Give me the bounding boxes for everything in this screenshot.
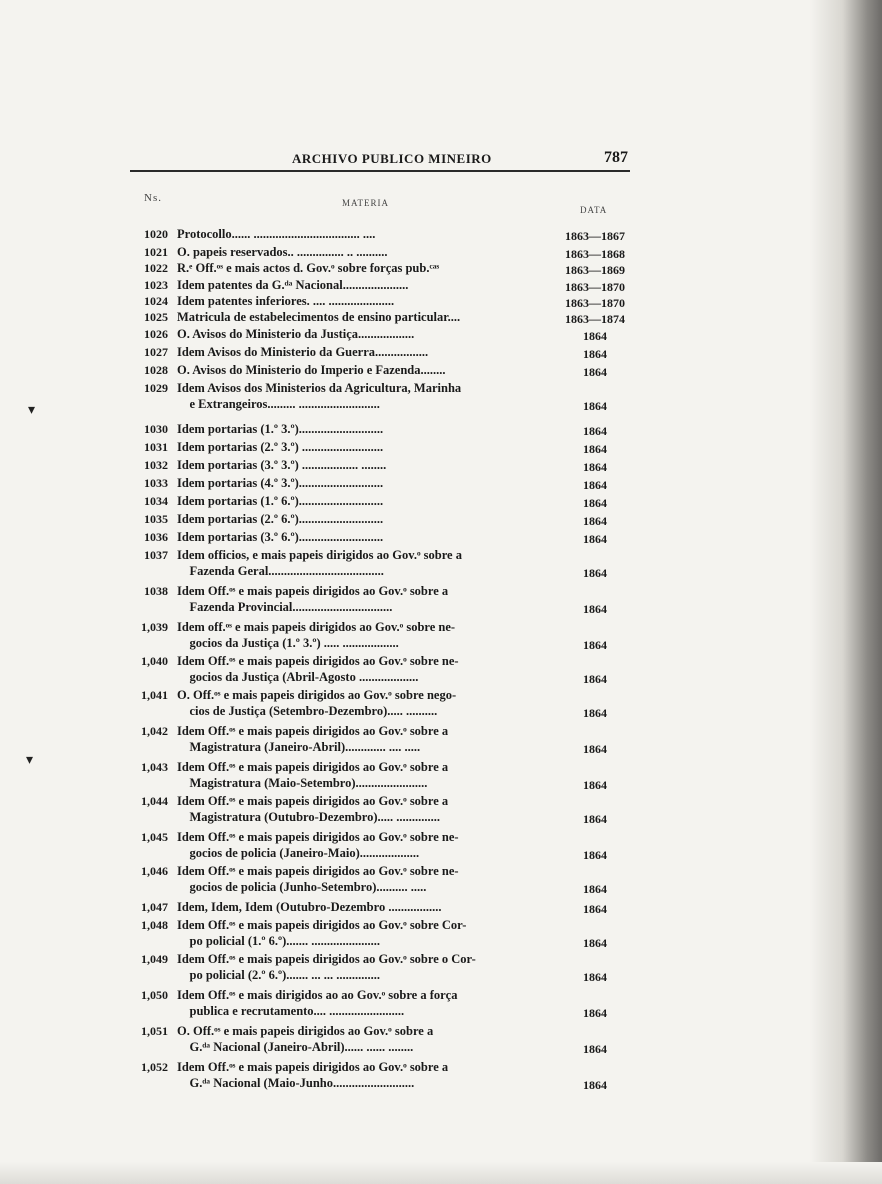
entry-date: 1863—1867: [565, 229, 625, 243]
entry-date: 1864: [583, 638, 607, 652]
entry-number: 1,044: [141, 794, 168, 808]
header-rule: [130, 170, 630, 172]
entry-subject: Idem portarias (3.º 3.º) .................. ........: [177, 458, 387, 472]
scan-edge-shadow: [810, 0, 882, 1184]
entry-date: 1864: [583, 706, 607, 720]
entry-date: 1863—1868: [565, 247, 625, 261]
entry-subject: Protocollo...... .................................. ....: [177, 227, 376, 241]
entry-number: 1027: [144, 345, 168, 359]
entry-number: 1032: [144, 458, 168, 472]
entry-number: 1021: [144, 245, 168, 259]
entry-date: 1864: [583, 532, 607, 546]
entry-date: 1864: [583, 365, 607, 379]
entry-number: 1024: [144, 294, 168, 308]
entry-subject: Idem Off.ᵒˢ e mais papeis dirigidos ao Gov.ᵒ sobre a Magistratura (Outubro-Dezembro)..... ..............: [177, 794, 449, 824]
entry-subject: Idem Off.ᵒˢ e mais papeis dirigidos ao Gov.ᵒ sobre o Cor- po policial (2.º 6.º)....... ... ... ..............: [177, 952, 476, 982]
entry-number: 1,045: [141, 830, 168, 844]
entry-subject: Idem Off.ᵒˢ e mais papeis dirigidos ao Gov.ᵒ sobre ne- gocios de policia (Janeiro-Maio)...................: [177, 830, 459, 860]
entry-date: 1864: [583, 329, 607, 343]
entry-number: 1030: [144, 422, 168, 436]
entry-date: 1864: [583, 399, 607, 413]
entry-subject: Idem Off.ᵒˢ e mais papeis dirigidos ao Gov.ᵒ sobre a Magistratura (Maio-Setembro).......................: [177, 760, 449, 790]
entry-date: 1864: [583, 936, 607, 950]
entry-subject: O. Off.ᵒˢ e mais papeis dirigidos ao Gov.ᵒ sobre nego- cios de Justiça (Setembro-Dezembro)..... ..........: [177, 688, 457, 718]
entry-subject: Idem patentes inferiores. .... .....................: [177, 294, 395, 308]
entry-number: 1038: [144, 584, 168, 598]
entry-subject: Idem Off.ᵒˢ e mais papeis dirigidos ao Gov.ᵒ sobre a Fazenda Provincial................................: [177, 584, 449, 614]
entry-date: 1863—1870: [565, 280, 625, 294]
entry-date: 1864: [583, 442, 607, 456]
entry-subject: O. Avisos do Ministerio do Imperio e Fazenda........: [177, 363, 446, 377]
entry-number: 1,047: [141, 900, 168, 914]
entry-subject: Idem off.ᵒˢ e mais papeis dirigidos ao Gov.ᵒ sobre ne- gocios da Justiça (1.º 3.º) ..... ..................: [177, 620, 456, 650]
entry-number: 1029: [144, 381, 168, 395]
entry-date: 1864: [583, 478, 607, 492]
entry-date: 1864: [583, 460, 607, 474]
entry-number: 1,050: [141, 988, 168, 1002]
scan-bottom-edge: [0, 1162, 882, 1184]
entry-date: 1864: [583, 902, 607, 916]
entry-number: 1,046: [141, 864, 168, 878]
entry-number: 1020: [144, 227, 168, 241]
entry-subject: Idem officios, e mais papeis dirigidos ao Gov.ᵒ sobre a Fazenda Geral.....................................: [177, 548, 462, 578]
entry-number: 1022: [144, 261, 168, 275]
entry-subject: Idem portarias (1.º 3.º)...........................: [177, 422, 384, 436]
entry-number: 1,040: [141, 654, 168, 668]
entry-number: 1,041: [141, 688, 168, 702]
entry-subject: Idem Off.ᵒˢ e mais papeis dirigidos ao Gov.ᵒ sobre a G.ᵈᵃ Nacional (Maio-Junho..........................: [177, 1060, 449, 1090]
entry-subject: Matricula de estabelecimentos de ensino particular....: [177, 310, 461, 324]
entry-subject: Idem portarias (3.º 6.º)...........................: [177, 530, 384, 544]
page-header-title: ARCHIVO PUBLICO MINEIRO: [292, 151, 492, 166]
entry-date: 1863—1869: [565, 263, 625, 277]
entry-number: 1031: [144, 440, 168, 454]
entry-number: 1,043: [141, 760, 168, 774]
entry-date: 1863—1874: [565, 312, 625, 326]
entry-subject: Idem Off.ᵒˢ e mais papeis dirigidos ao Gov.ᵒ sobre Cor- po policial (1.º 6.º)....... ......................: [177, 918, 467, 948]
entry-number: 1037: [144, 548, 168, 562]
entry-date: 1864: [583, 1042, 607, 1056]
entry-number: 1,042: [141, 724, 168, 738]
entry-date: 1864: [583, 1078, 607, 1092]
entry-number: 1023: [144, 278, 168, 292]
entry-date: 1864: [583, 778, 607, 792]
entry-date: 1864: [583, 496, 607, 510]
entry-date: 1864: [583, 1006, 607, 1020]
entry-date: 1863—1870: [565, 296, 625, 310]
entry-subject: O. Off.ᵒˢ e mais papeis dirigidos ao Gov.ᵒ sobre a G.ᵈᵃ Nacional (Janeiro-Abril)...... ...... ........: [177, 1024, 434, 1054]
scan-speck-mark: ▾: [28, 403, 36, 418]
column-header-date: DATA: [580, 205, 608, 215]
entry-subject: Idem portarias (2.º 3.º) ..........................: [177, 440, 384, 454]
entry-number: 1,048: [141, 918, 168, 932]
entry-date: 1864: [583, 812, 607, 826]
entry-subject: Idem portarias (4.º 3.º)...........................: [177, 476, 384, 490]
entry-date: 1864: [583, 566, 607, 580]
entry-date: 1864: [583, 602, 607, 616]
entry-number: 1033: [144, 476, 168, 490]
entry-subject: Idem Avisos do Ministerio da Guerra.................: [177, 345, 429, 359]
entry-subject: Idem patentes da G.ᵈᵃ Nacional.....................: [177, 278, 409, 292]
entry-date: 1864: [583, 347, 607, 361]
entry-subject: Idem, Idem, Idem (Outubro-Dezembro .................: [177, 900, 442, 914]
entry-subject: Idem Off.ᵒˢ e mais papeis dirigidos ao Gov.ᵒ sobre a Magistratura (Janeiro-Abril)............. .... .....: [177, 724, 449, 754]
entry-number: 1025: [144, 310, 168, 324]
entry-number: 1034: [144, 494, 168, 508]
column-header-number: Ns.: [144, 192, 162, 204]
entry-number: 1,052: [141, 1060, 168, 1074]
entry-date: 1864: [583, 848, 607, 862]
scan-speck-mark: ▾: [26, 753, 34, 768]
entry-number: 1,051: [141, 1024, 168, 1038]
entry-subject: Idem Off.ᵒˢ e mais dirigidos ao ao Gov.ᵒ sobre a força publica e recrutamento.... ........................: [177, 988, 458, 1018]
entry-number: 1,049: [141, 952, 168, 966]
page-number: 787: [604, 149, 628, 166]
entry-number: 1036: [144, 530, 168, 544]
entry-subject: Idem portarias (2.º 6.º)...........................: [177, 512, 384, 526]
entry-date: 1864: [583, 742, 607, 756]
entry-subject: Idem Off.ᵒˢ e mais papeis dirigidos ao Gov.ᵒ sobre ne- gocios da Justiça (Abril-Agosto ...................: [177, 654, 459, 684]
entry-subject: O. papeis reservados.. ............... .. ..........: [177, 245, 388, 259]
entry-date: 1864: [583, 672, 607, 686]
entry-subject: Idem Avisos dos Ministerios da Agricultura, Marinha e Extrangeiros......... ..........................: [177, 381, 462, 411]
entry-date: 1864: [583, 424, 607, 438]
entry-number: 1026: [144, 327, 168, 341]
entry-number: 1,039: [141, 620, 168, 634]
entry-subject: R.ᵉ Off.ᵒˢ e mais actos d. Gov.ᵒ sobre forças pub.ᶜᵃˢ: [177, 261, 440, 275]
entry-number: 1035: [144, 512, 168, 526]
entry-date: 1864: [583, 882, 607, 896]
entry-date: 1864: [583, 970, 607, 984]
entry-number: 1028: [144, 363, 168, 377]
entry-subject: O. Avisos do Ministerio da Justiça..................: [177, 327, 415, 341]
column-header-subject: MATERIA: [342, 198, 389, 208]
entry-subject: Idem portarias (1.º 6.º)...........................: [177, 494, 384, 508]
entry-subject: Idem Off.ᵒˢ e mais papeis dirigidos ao Gov.ᵒ sobre ne- gocios de policia (Junho-Setembro).......... .....: [177, 864, 459, 894]
entry-date: 1864: [583, 514, 607, 528]
